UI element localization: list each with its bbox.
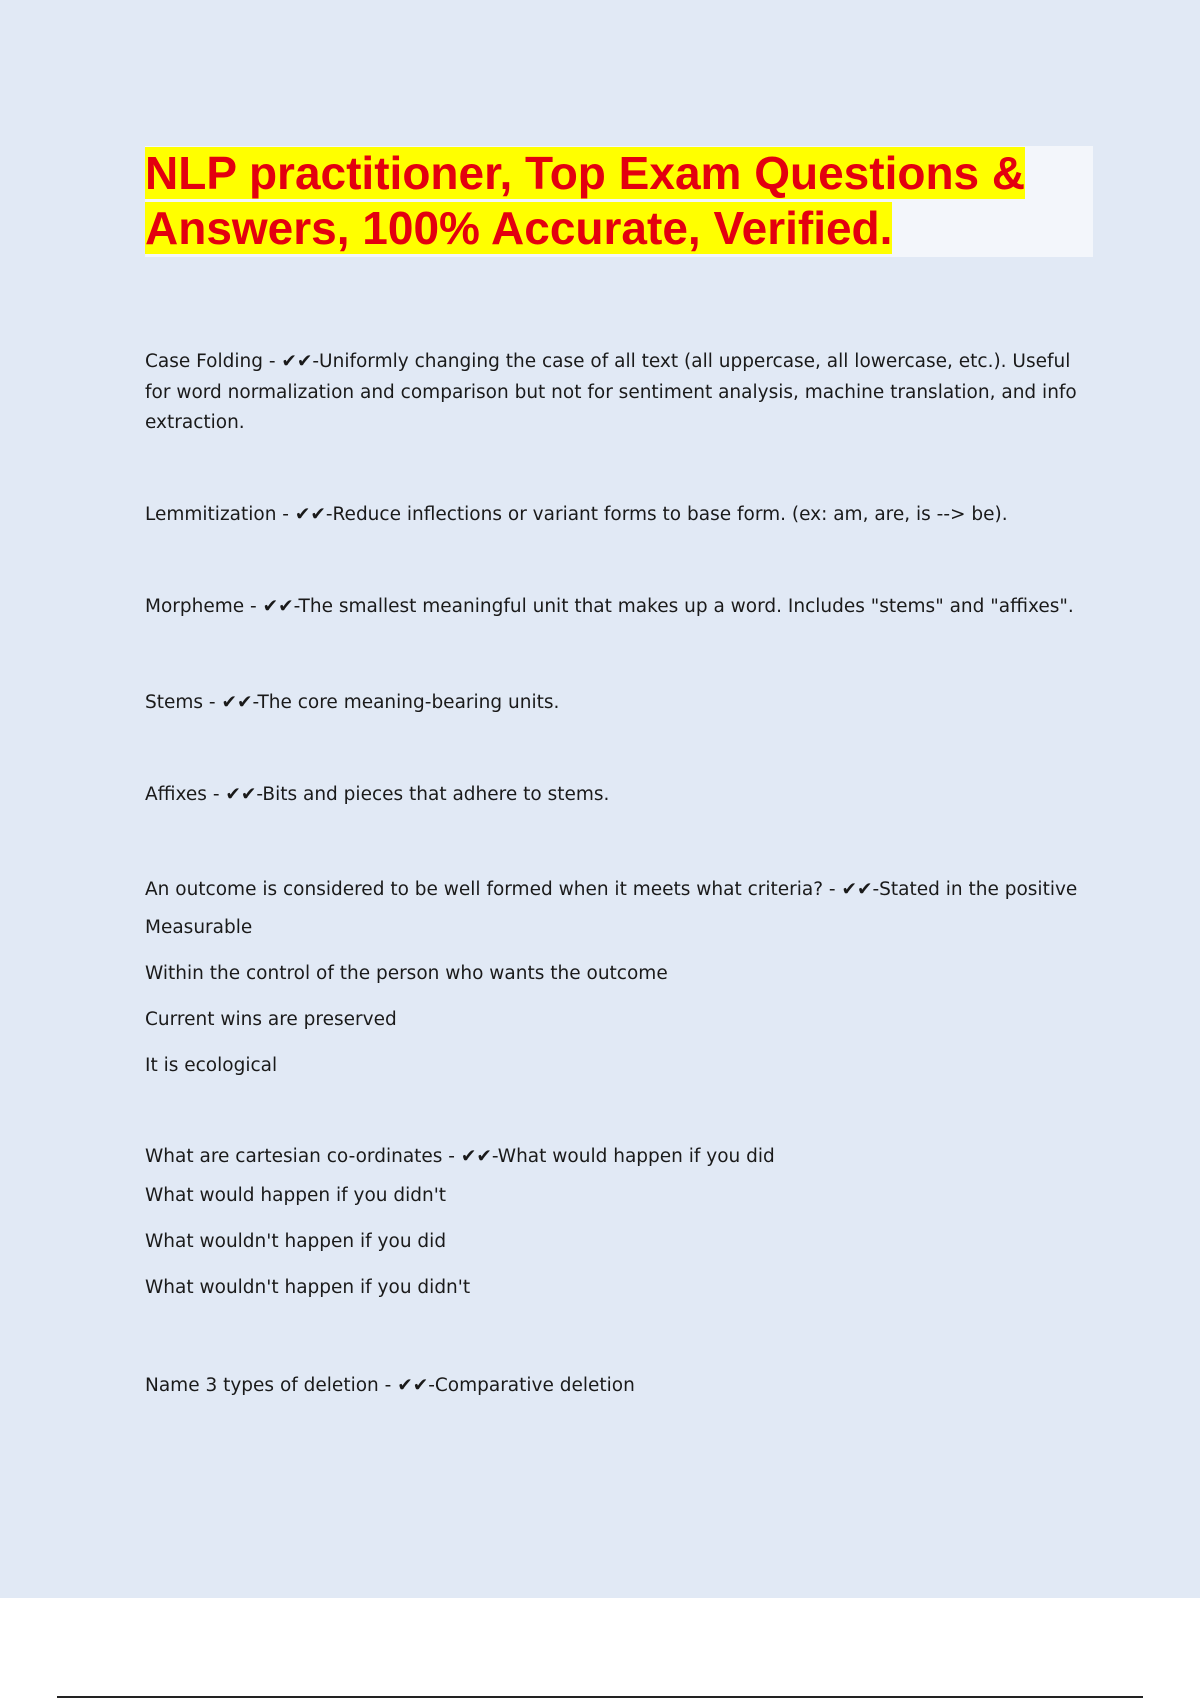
qa-stems: Stems - ✔✔-The core meaning-bearing units. [145, 691, 560, 713]
title-line-2: Answers, 100% Accurate, Verified. [145, 202, 893, 254]
qa-cartesian-question: What are cartesian co-ordinates - ✔✔-What would happen if you did [145, 1146, 775, 1167]
qa-deletion-types: Name 3 types of deletion - ✔✔-Comparative deletion [145, 1374, 635, 1396]
title-line-1: NLP practitioner, Top Exam Questions & [145, 147, 1026, 199]
qa-morpheme: Morpheme - ✔✔-The smallest meaningful unit that makes up a word. Includes "stems" and "affixes". [145, 596, 1074, 617]
qa-cartesian-line: What wouldn't happen if you did [145, 1230, 447, 1252]
qa-affixes: Affixes - ✔✔-Bits and pieces that adhere to stems. [145, 784, 610, 805]
qa-cartesian-line: What wouldn't happen if you didn't [145, 1276, 471, 1298]
qa-outcome-line: Measurable [145, 917, 253, 938]
qa-outcome-line: It is ecological [145, 1055, 278, 1076]
qa-cartesian-coordinates [145, 1142, 1080, 1311]
qa-case-folding: Case Folding - ✔✔-Uniformly changing the case of all text (all uppercase, all lowercase, etc.). Useful for word normalization and comparison but not for sentiment analysis, machine translation, and info extraction. [145, 351, 1077, 433]
document-title [145, 146, 1093, 256]
qa-lemmitization: Lemmitization - ✔✔-Reduce inflections or variant forms to base form. (ex: am, are, is --> be). [145, 503, 1008, 525]
footer-divider [57, 1696, 1143, 1698]
qa-cartesian-line: What would happen if you didn't [145, 1184, 447, 1206]
qa-outcome-question: An outcome is considered to be well formed when it meets what criteria? - ✔✔-Stated in the positive [145, 878, 1078, 900]
qa-well-formed-outcome [145, 875, 1080, 1090]
qa-list [145, 347, 1080, 1401]
qa-outcome-line: Current wins are preserved [145, 1009, 397, 1030]
qa-outcome-line: Within the control of the person who wants the outcome [145, 963, 668, 984]
